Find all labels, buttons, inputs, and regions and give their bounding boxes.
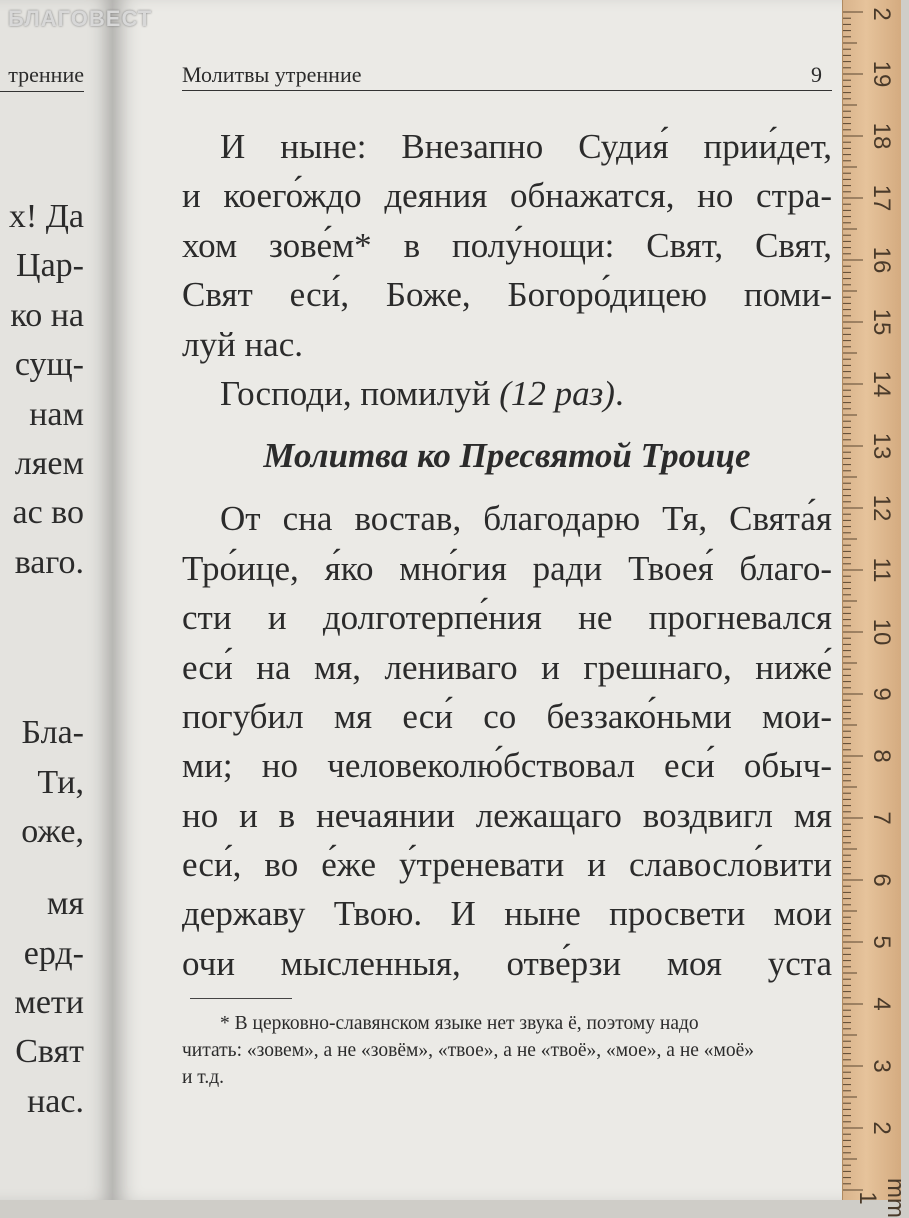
text-line: очи мысленныя, отве́рзи моя уста xyxy=(182,943,832,983)
left-line: нам xyxy=(29,395,84,433)
text-fragment: Господи, помилуй xyxy=(220,373,500,413)
ruler-number: 14 xyxy=(868,370,895,398)
left-line: мя xyxy=(46,885,84,923)
left-line: Цар- xyxy=(16,247,84,285)
ruler-number: 9 xyxy=(868,687,895,701)
text-line: ми; но человеколю́бствовал еси́ обыч- xyxy=(182,746,832,786)
text-line: но и в нечаянии лежащаго воздвигл мя xyxy=(182,795,832,835)
text-line: еси́, во е́же у́треневати и славосло́вити xyxy=(182,845,832,885)
ruler-number: 17 xyxy=(868,184,895,212)
ruler-number: 19 xyxy=(868,60,895,88)
footnote xyxy=(182,1010,832,1091)
left-line: нас. xyxy=(27,1082,84,1120)
left-line: ляем xyxy=(14,444,84,482)
footnote-divider xyxy=(190,998,292,999)
right-page xyxy=(112,0,842,1200)
ruler-number: 4 xyxy=(868,997,895,1011)
ruler-number: 18 xyxy=(868,122,895,150)
body-text xyxy=(182,122,832,988)
left-line: ас во xyxy=(12,494,84,532)
ruler-number: mm 1 xyxy=(854,1178,909,1218)
ruler-number: 15 xyxy=(868,308,895,336)
text-line: еси́ на мя, лениваго и грешнаго, ниже́ xyxy=(182,647,832,687)
ruler-number: 12 xyxy=(868,494,895,522)
text-line: сти и долготерпе́ния не прогневался xyxy=(182,598,832,638)
section-heading: Молитва ко Пресвятой Троице xyxy=(263,436,751,476)
text-line: луй нас. xyxy=(182,324,303,364)
left-line: оже, xyxy=(21,812,84,850)
ruler-number: 13 xyxy=(868,432,895,460)
left-line: мети xyxy=(14,984,84,1022)
left-running-title: тренние xyxy=(0,62,84,92)
left-line: ерд- xyxy=(23,934,84,972)
page-header xyxy=(182,60,832,91)
text-line: Свят еси́, Боже, Богоро́дицею поми- xyxy=(182,275,832,315)
left-line: ваго. xyxy=(14,543,84,581)
text-line: И ныне: Внезапно Судия́ прии́дет, xyxy=(220,127,832,166)
text-line xyxy=(182,369,832,418)
ruler-number: 8 xyxy=(868,749,895,763)
watermark-logo: БЛАГОВЕСТ xyxy=(8,6,153,31)
footnote-line: и т.д. xyxy=(182,1067,225,1088)
footnote-line: читать: «зовем», а не «зовём», «твое», а не «твоё», «мое», а не «моё» xyxy=(182,1040,755,1061)
ruler-number: 2 xyxy=(868,1121,895,1135)
left-line: х! Да xyxy=(8,198,84,235)
left-line: Ти, xyxy=(37,763,84,801)
footnote-line: * В церковно-славянском языке нет звука ё, поэтому надо xyxy=(220,1013,699,1034)
text-line: державу Твою. И ныне просвети мои xyxy=(182,894,832,934)
ruler-number: 6 xyxy=(868,873,895,887)
measuring-ruler xyxy=(842,0,909,1218)
text-line: От сна востав, благодарю Тя, Свята́я xyxy=(220,499,832,539)
left-facing-page xyxy=(0,0,112,1200)
ruler-number: 10 xyxy=(868,618,895,646)
running-title: Молитвы утренние xyxy=(182,62,362,87)
italic-note: (12 раз) xyxy=(499,373,615,413)
ruler-number: 7 xyxy=(868,811,895,825)
left-line: Свят xyxy=(15,1033,84,1071)
left-page-text xyxy=(9,192,84,1126)
text-line: хом зове́м* в полу́нощи: Свят, Свят, xyxy=(182,225,832,265)
text-line: и коего́ждо деяния обнажатся, но стра- xyxy=(182,176,832,216)
left-line: сущ- xyxy=(14,346,84,384)
ruler-number: 3 xyxy=(868,1059,895,1073)
left-line: ко на xyxy=(10,296,84,334)
text-line: Тро́ице, я́ко мно́гия ради Твоея́ благо- xyxy=(182,548,832,588)
ruler-number: 16 xyxy=(868,246,895,274)
left-line: Бла- xyxy=(21,714,84,752)
ruler-number: 5 xyxy=(868,935,895,949)
page-number: 9 xyxy=(811,62,822,87)
text-line: погубил мя еси́ со беззако́ньми мои- xyxy=(182,696,832,736)
ruler-number: 2 xyxy=(868,7,895,21)
text-fragment: . xyxy=(614,373,624,413)
ruler-number: 11 xyxy=(868,557,895,583)
